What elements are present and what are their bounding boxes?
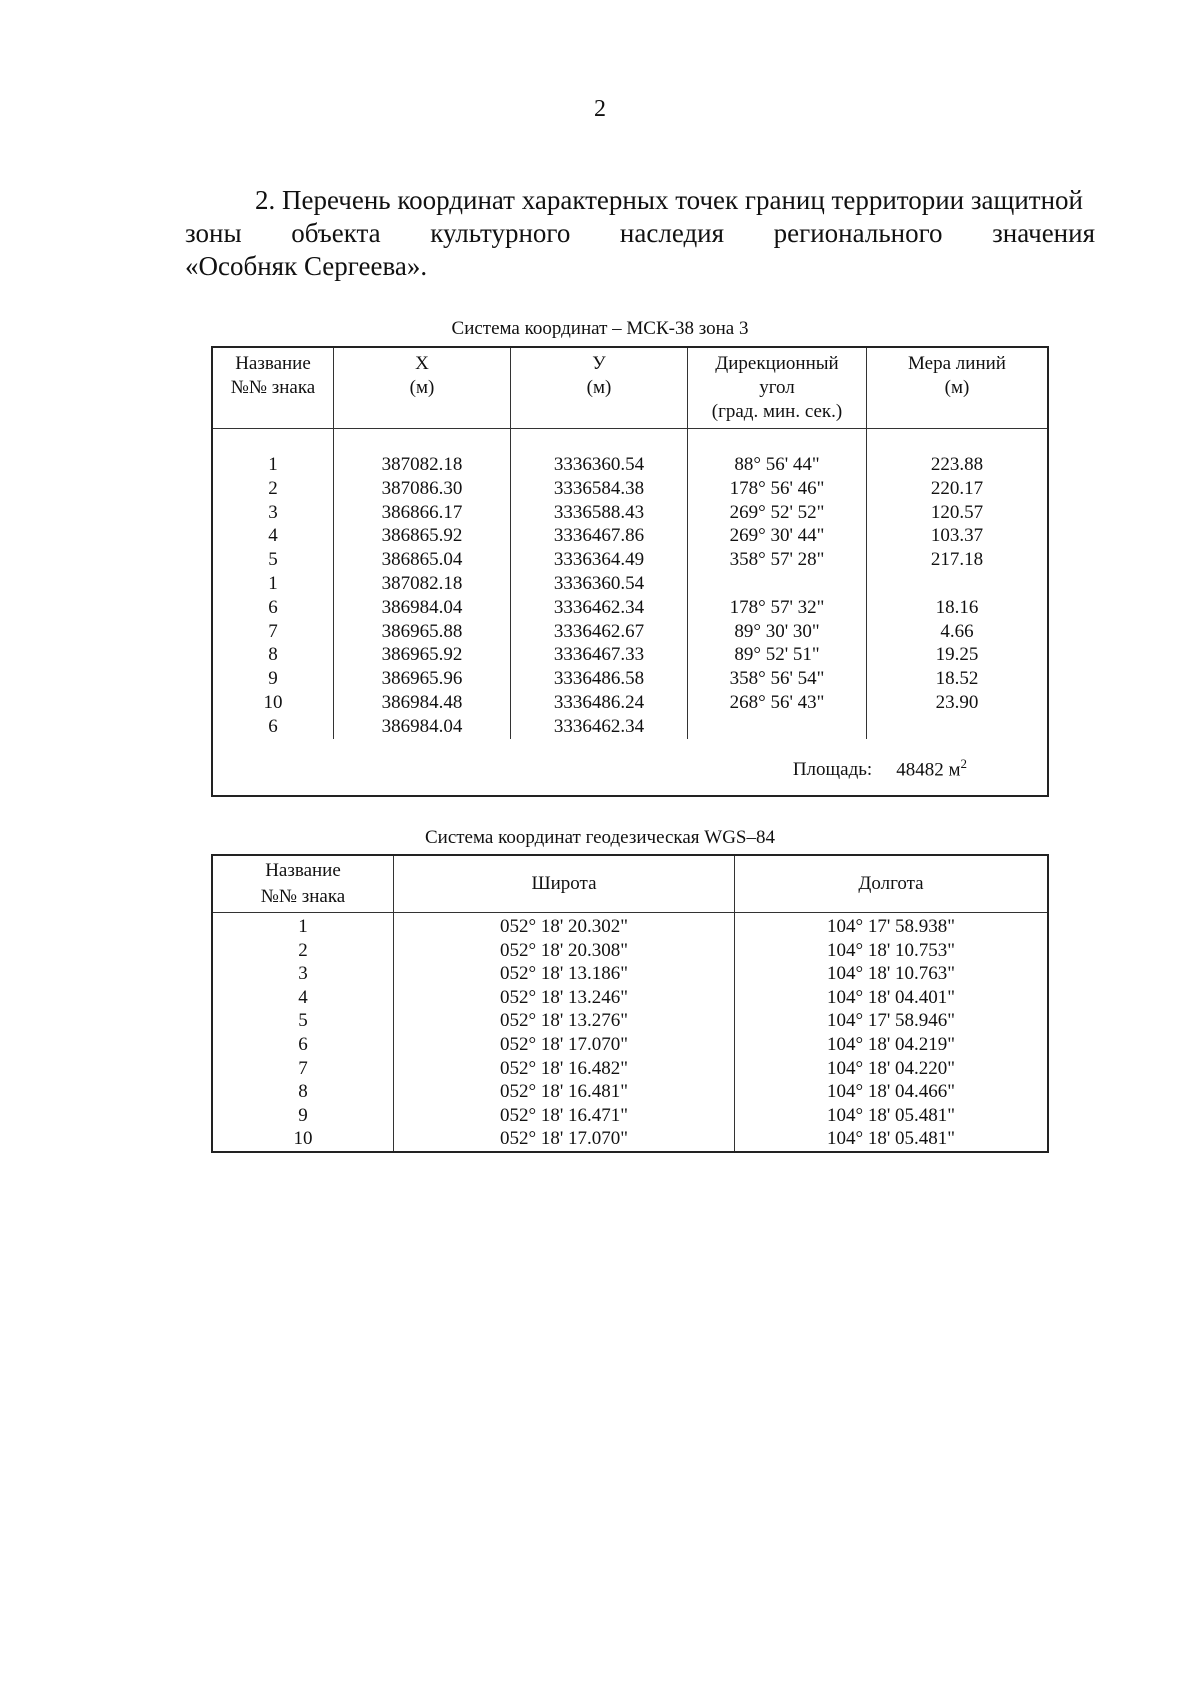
cell-longitude: 104° 18' 10.753" xyxy=(826,939,956,961)
table2-header-row xyxy=(212,855,1048,913)
table-row xyxy=(212,913,1048,939)
table2-caption: Система координат геодезическая WGS–84 xyxy=(424,827,775,848)
wgs84-coordinates-table xyxy=(211,854,1049,1153)
cell-y: 3336364.49 xyxy=(511,548,688,572)
cell-latitude: 052° 18' 17.070" xyxy=(394,1127,735,1152)
cell-point-name: 2 xyxy=(212,939,394,963)
table-row xyxy=(212,548,1048,572)
header-direction-angle: Дирекционный угол (град. мин. сек.) xyxy=(688,347,867,429)
cell-point-name: 6 xyxy=(212,715,334,739)
cell-x: 387086.30 xyxy=(334,477,511,501)
cell-latitude: 052° 18' 17.070" xyxy=(394,1033,735,1057)
table1-caption: Система координат – МСК-38 зона 3 xyxy=(451,318,749,339)
heading-line-2: зоны объекта культурного наследия регионального значения xyxy=(185,218,1095,248)
cell-x: 386865.04 xyxy=(334,548,511,572)
heading-line-3: «Особняк Сергеева». xyxy=(185,251,428,281)
cell-longitude: 104° 18' 04.219" xyxy=(826,1033,956,1055)
cell-longitude: 104° 18' 04.220" xyxy=(826,1057,956,1079)
cell-y: 3336584.38 xyxy=(511,477,688,501)
table-row xyxy=(212,477,1048,501)
cell-direction-angle: 268° 56' 43" xyxy=(688,691,867,715)
cell-line-length xyxy=(867,572,1049,596)
cell-latitude: 052° 18' 20.302" xyxy=(394,913,735,939)
cell-direction-angle: 358° 56' 54" xyxy=(688,667,867,691)
header-point-name: Название №№ знака xyxy=(212,347,334,429)
table-row xyxy=(212,1080,1048,1104)
cell-y: 3336360.54 xyxy=(511,572,688,596)
cell-point-name: 9 xyxy=(212,1104,394,1128)
cell-point-name: 10 xyxy=(212,691,334,715)
cell-direction-angle: 89° 52' 51" xyxy=(688,643,867,667)
cell-y: 3336588.43 xyxy=(511,501,688,525)
cell-x: 386965.88 xyxy=(334,620,511,644)
cell-point-name: 9 xyxy=(212,667,334,691)
cell-point-name: 3 xyxy=(212,962,394,986)
table-row xyxy=(212,962,1048,986)
table-row xyxy=(212,524,1048,548)
cell-line-length: 4.66 xyxy=(940,620,974,642)
cell-line-length xyxy=(867,715,1049,739)
table-row xyxy=(212,572,1048,596)
cell-line-length: 18.16 xyxy=(935,596,979,618)
table-row xyxy=(212,501,1048,525)
cell-line-length: 23.90 xyxy=(935,691,979,713)
cell-latitude: 052° 18' 16.471" xyxy=(394,1104,735,1128)
cell-x: 387082.18 xyxy=(334,453,511,477)
cell-longitude: 104° 18' 05.481" xyxy=(826,1128,956,1150)
cell-longitude: 104° 18' 04.401" xyxy=(826,986,956,1008)
cell-x: 386984.04 xyxy=(334,715,511,739)
heading-line-1: 2. Перечень координат характерных точек границ территории защитной xyxy=(255,185,1083,215)
cell-longitude: 104° 17' 58.938" xyxy=(826,916,956,937)
cell-latitude: 052° 18' 16.481" xyxy=(394,1080,735,1104)
cell-line-length: 217.18 xyxy=(930,549,984,571)
cell-y: 3336462.34 xyxy=(511,596,688,620)
cell-y: 3336462.34 xyxy=(511,715,688,739)
cell-direction-angle xyxy=(688,715,867,739)
msk38-coordinates-table xyxy=(211,346,1049,797)
cell-latitude: 052° 18' 16.482" xyxy=(394,1057,735,1081)
cell-direction-angle: 269° 52' 52" xyxy=(688,501,867,525)
cell-point-name: 1 xyxy=(212,913,394,939)
cell-line-length: 223.88 xyxy=(930,454,984,475)
table-row xyxy=(212,643,1048,667)
table-row xyxy=(212,596,1048,620)
cell-latitude: 052° 18' 20.308" xyxy=(394,939,735,963)
cell-point-name: 1 xyxy=(212,453,334,477)
cell-point-name: 6 xyxy=(212,1033,394,1057)
cell-latitude: 052° 18' 13.246" xyxy=(394,986,735,1010)
header-longitude: Долгота xyxy=(735,855,1049,913)
cell-direction-angle xyxy=(688,572,867,596)
document-heading xyxy=(185,184,1095,283)
cell-direction-angle: 178° 56' 46" xyxy=(688,477,867,501)
table-row xyxy=(212,939,1048,963)
table-row xyxy=(212,691,1048,715)
cell-point-name: 5 xyxy=(212,1009,394,1033)
area-label: Площадь: xyxy=(792,758,873,780)
cell-direction-angle: 269° 30' 44" xyxy=(688,524,867,548)
table-row xyxy=(212,986,1048,1010)
header-point-name: Название №№ знака xyxy=(212,855,394,913)
cell-line-length: 18.52 xyxy=(935,668,979,690)
cell-x: 387082.18 xyxy=(334,572,511,596)
cell-x: 386965.92 xyxy=(334,643,511,667)
cell-latitude: 052° 18' 13.276" xyxy=(394,1009,735,1033)
page-number: 2 xyxy=(594,96,606,122)
area-exponent: 2 xyxy=(960,755,967,771)
table-row xyxy=(212,1104,1048,1128)
area-summary xyxy=(212,739,1048,796)
cell-point-name: 10 xyxy=(212,1127,394,1152)
table-row xyxy=(212,1033,1048,1057)
table-row xyxy=(212,453,1048,477)
cell-line-length: 103.37 xyxy=(930,525,984,547)
table-row xyxy=(212,1127,1048,1152)
cell-y: 3336486.24 xyxy=(511,691,688,715)
cell-point-name: 1 xyxy=(212,572,334,596)
cell-y: 3336360.54 xyxy=(511,453,688,477)
header-x: X (м) xyxy=(334,347,511,429)
cell-y: 3336486.58 xyxy=(511,667,688,691)
cell-x: 386865.92 xyxy=(334,524,511,548)
cell-point-name: 8 xyxy=(212,643,334,667)
header-line-length: Мера линий (м) xyxy=(867,347,1049,429)
cell-line-length: 220.17 xyxy=(930,477,984,499)
table-row xyxy=(212,1009,1048,1033)
cell-line-length: 120.57 xyxy=(930,501,984,523)
cell-point-name: 4 xyxy=(212,986,394,1010)
cell-direction-angle: 178° 57' 32" xyxy=(688,596,867,620)
cell-point-name: 4 xyxy=(212,524,334,548)
cell-longitude: 104° 18' 04.466" xyxy=(826,1081,956,1103)
cell-direction-angle: 89° 30' 30" xyxy=(688,620,867,644)
table1-header-row xyxy=(212,347,1048,429)
cell-x: 386984.04 xyxy=(334,596,511,620)
cell-point-name: 5 xyxy=(212,548,334,572)
area-unit: м xyxy=(948,758,961,780)
cell-point-name: 8 xyxy=(212,1080,394,1104)
cell-direction-angle: 358° 57' 28" xyxy=(688,548,867,572)
header-y: У (м) xyxy=(511,347,688,429)
area-value: 48482 xyxy=(896,758,944,780)
cell-line-length: 19.25 xyxy=(935,644,979,666)
cell-y: 3336462.67 xyxy=(511,620,688,644)
cell-point-name: 7 xyxy=(212,1057,394,1081)
cell-y: 3336467.33 xyxy=(511,643,688,667)
cell-longitude: 104° 17' 58.946" xyxy=(826,1010,956,1032)
cell-longitude: 104° 18' 10.763" xyxy=(826,963,956,985)
cell-latitude: 052° 18' 13.186" xyxy=(394,962,735,986)
cell-x: 386965.96 xyxy=(334,667,511,691)
cell-x: 386984.48 xyxy=(334,691,511,715)
header-latitude: Широта xyxy=(394,855,735,913)
cell-longitude: 104° 18' 05.481" xyxy=(826,1104,956,1126)
cell-point-name: 3 xyxy=(212,501,334,525)
cell-direction-angle: 88° 56' 44" xyxy=(688,453,867,477)
table-row xyxy=(212,667,1048,691)
cell-x: 386866.17 xyxy=(334,501,511,525)
cell-y: 3336467.86 xyxy=(511,524,688,548)
cell-point-name: 2 xyxy=(212,477,334,501)
table-row xyxy=(212,1057,1048,1081)
cell-point-name: 7 xyxy=(212,620,334,644)
table-row xyxy=(212,715,1048,739)
table-row xyxy=(212,620,1048,644)
cell-point-name: 6 xyxy=(212,596,334,620)
